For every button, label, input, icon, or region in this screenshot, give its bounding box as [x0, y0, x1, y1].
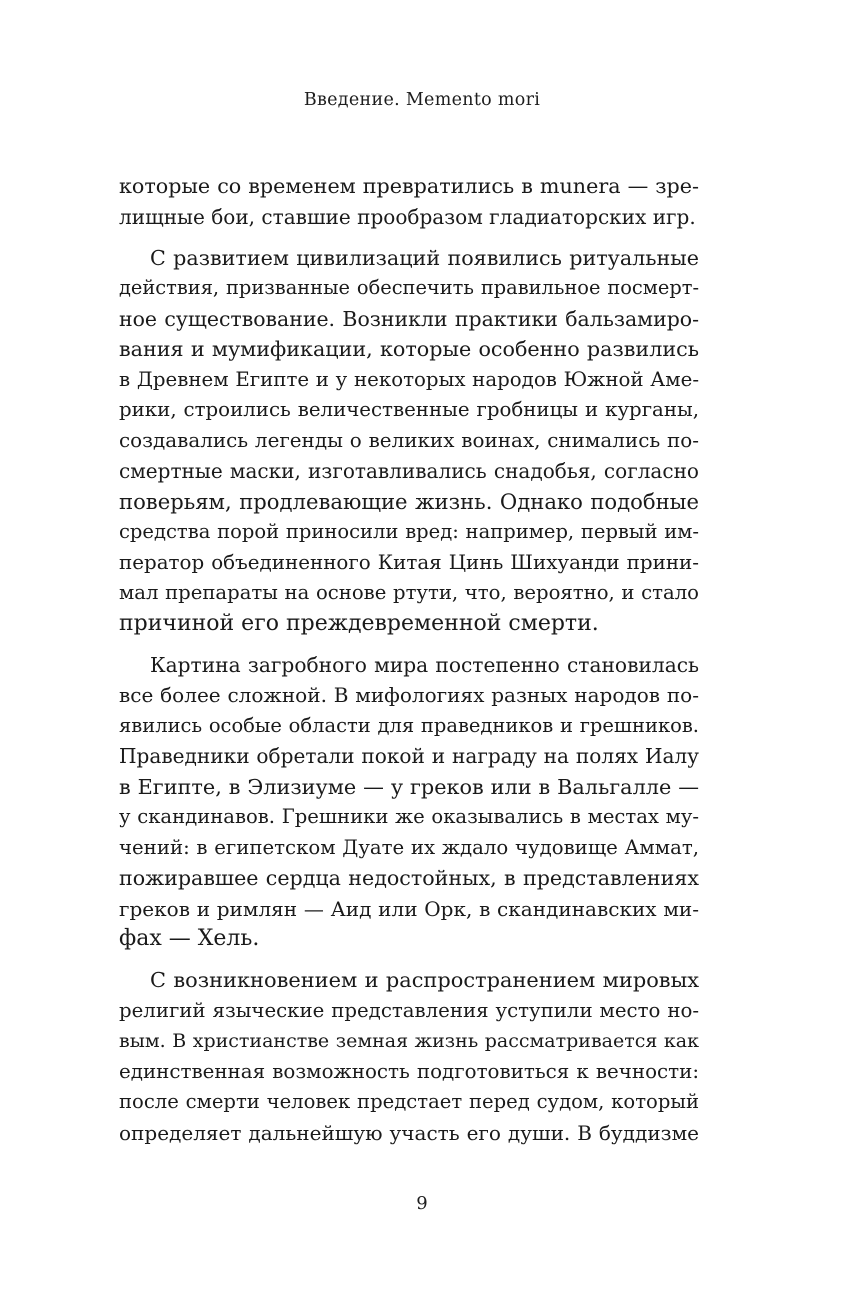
page-number: 9 — [416, 1193, 428, 1214]
text-line: создавались легенды о великих воинах, снимались по- — [119, 428, 699, 452]
text-line: рики, строились величественные гробницы и курганы, — [119, 398, 699, 421]
text-line: в Египте, в Элизиуме — у греков или в Вальгалле — — [119, 774, 699, 799]
text-line: греков и римлян — Аид или Орк, в скандинавских ми- — [119, 896, 699, 921]
paragraph — [119, 965, 699, 1148]
text-line: все более сложной. В мифологиях разных народов по- — [119, 683, 699, 707]
text-line: в Древнем Египте и у некоторых народов Южной Аме- — [119, 367, 699, 391]
paragraph — [119, 650, 699, 955]
text-line: смертные маски, изготавливались снадобья, согласно — [119, 459, 699, 483]
text-line: С возникновением и распространением мировых — [150, 968, 699, 992]
text-line: поверьям, продлевающие жизнь. Однако подобные — [119, 488, 699, 514]
text-line: религий языческие представления уступили место но- — [119, 998, 699, 1022]
text-line: причиной его преждевременной смерти. — [119, 610, 599, 636]
text-line: вания и мумификации, которые особенно развились — [119, 337, 699, 361]
text-line: определяет дальнейшую участь его души. В буддизме — [119, 1120, 699, 1145]
text-line: вым. В христианстве земная жизнь рассматривается как — [119, 1030, 699, 1052]
text-line: после смерти человек предстает перед судом, который — [119, 1090, 699, 1113]
text-line: С развитием цивилизаций появились ритуальные — [150, 245, 699, 270]
text-line: средства порой приносили вред: например, первый им- — [119, 520, 699, 543]
text-line: фах — Хель. — [119, 926, 260, 951]
paragraph — [119, 243, 699, 640]
text-line: Картина загробного мира постепенно становилась — [150, 652, 699, 677]
text-line: явились особые области для праведников и грешников. — [119, 713, 699, 737]
text-line: Праведники обретали покой и награду на полях Иалу — [119, 744, 699, 768]
text-line: ператор объединенного Китая Цинь Шихуанди прини- — [119, 550, 699, 574]
body-text — [119, 171, 699, 1148]
text-line: пожиравшее сердца недостойных, в представлениях — [119, 866, 699, 890]
text-line: лищные бои, ставшие прообразом гладиаторских игр. — [119, 204, 696, 229]
running-head: Введение. Memento mori — [303, 90, 541, 110]
text-line: действия, призванные обеспечить правильное посмерт- — [119, 276, 699, 299]
paragraph — [119, 171, 699, 232]
text-line: ное существование. Возникли практики бальзамиро- — [119, 306, 699, 331]
text-line: которые со временем превратились в munera — зре- — [119, 174, 699, 198]
text-line: чений: в египетском Дуате их ждало чудовище Аммат, — [119, 835, 699, 859]
text-line: мал препараты на основе ртути, что, вероятно, и стало — [119, 581, 699, 604]
text-line: единственная возможность подготовиться к вечности: — [119, 1059, 699, 1083]
text-line: у скандинавов. Грешники же оказывались в местах му- — [119, 805, 699, 828]
